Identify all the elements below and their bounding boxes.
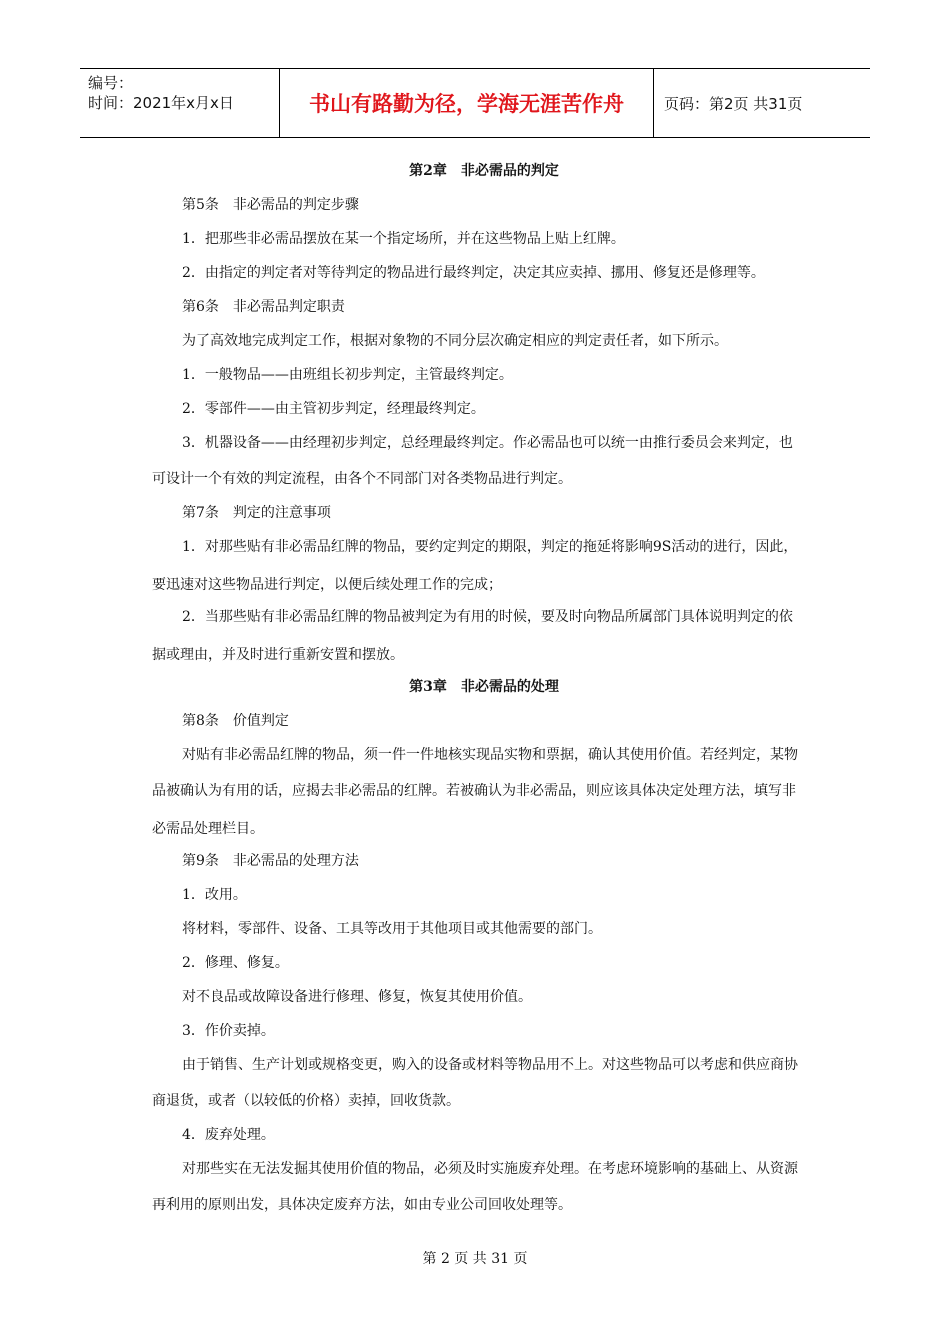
- paragraph-line: 1．对那些贴有非必需品红牌的物品，要约定判定的期限，判定的拖延将影响9S活动的进行，因此，: [182, 539, 798, 555]
- paragraph-line: 1．把那些非必需品摆放在某一个指定场所，并在这些物品上贴上红牌。: [182, 231, 625, 247]
- header-meta: [80, 69, 280, 137]
- paragraph-line: 4．废弃处理。: [182, 1127, 275, 1143]
- chapter-heading: 第2章 非必需品的判定: [409, 163, 559, 179]
- header-page-cell: [654, 69, 870, 137]
- paragraph-line: 要迅速对这些物品进行判定，以便后续处理工作的完成；: [152, 577, 502, 593]
- paragraph-line: 2．零部件——由主管初步判定，经理最终判定。: [182, 401, 485, 417]
- paragraph-line: 对贴有非必需品红牌的物品，须一件一件地核实现品实物和票据，确认其使用价值。若经判定，某物: [182, 747, 798, 763]
- article-heading: 第9条 非必需品的处理方法: [182, 853, 359, 869]
- paragraph-line: 为了高效地完成判定工作，根据对象物的不同分层次确定相应的判定责任者，如下所示。: [182, 333, 728, 349]
- paragraph-line: 1．改用。: [182, 887, 247, 903]
- page-footer: 第 2 页 共 31 页: [422, 1251, 528, 1267]
- header-motto: 书山有路勤为径，学海无涯苦作舟: [309, 92, 624, 116]
- paragraph-line: 对不良品或故障设备进行修理、修复，恢复其使用价值。: [182, 989, 532, 1005]
- paragraph-line: 由于销售、生产计划或规格变更，购入的设备或材料等物品用不上。对这些物品可以考虑和供应商协: [182, 1057, 798, 1073]
- paragraph-line: 品被确认为有用的话，应揭去非必需品的红牌。若被确认为非必需品，则应该具体决定处理方法，填写非: [152, 783, 796, 799]
- article-heading: 第7条 判定的注意事项: [182, 505, 331, 521]
- paragraph-line: 2．由指定的判定者对等待判定的物品进行最终判定，决定其应卖掉、挪用、修复还是修理等。: [182, 265, 765, 281]
- paragraph-line: 对那些实在无法发掘其使用价值的物品，必须及时实施废弃处理。在考虑环境影响的基础上、从资源: [182, 1161, 798, 1177]
- paragraph-line: 2．当那些贴有非必需品红牌的物品被判定为有用的时候，要及时向物品所属部门具体说明判定的依: [182, 609, 793, 625]
- article-heading: 第6条 非必需品判定职责: [182, 299, 345, 315]
- paragraph-line: 3．作价卖掉。: [182, 1023, 275, 1039]
- header-page-label: 页码：第2页 共31页: [664, 94, 803, 113]
- paragraph-line: 据或理由，并及时进行重新安置和摆放。: [152, 647, 404, 663]
- article-heading: 第5条 非必需品的判定步骤: [182, 197, 359, 213]
- paragraph-line: 必需品处理栏目。: [152, 821, 264, 837]
- chapter-heading: 第3章 非必需品的处理: [409, 679, 559, 695]
- header-motto-cell: [280, 69, 654, 137]
- paragraph-line: 可设计一个有效的判定流程，由各个不同部门对各类物品进行判定。: [152, 471, 572, 487]
- paragraph-line: 将材料，零部件、设备、工具等改用于其他项目或其他需要的部门。: [182, 921, 602, 937]
- doc-time-label: 时间：2021年x月x日: [88, 94, 234, 112]
- doc-number-label: 编号：: [88, 74, 134, 92]
- paragraph-line: 再利用的原则出发，具体决定废弃方法，如由专业公司回收处理等。: [152, 1197, 572, 1213]
- paragraph-line: 1．一般物品——由班组长初步判定，主管最终判定。: [182, 367, 513, 383]
- article-heading: 第8条 价值判定: [182, 713, 289, 729]
- paragraph-line: 3．机器设备——由经理初步判定，总经理最终判定。作必需品也可以统一由推行委员会来判定，也: [182, 435, 793, 451]
- paragraph-line: 商退货，或者（以较低的价格）卖掉，回收货款。: [152, 1093, 460, 1109]
- page-header: [80, 68, 870, 138]
- paragraph-line: 2．修理、修复。: [182, 955, 289, 971]
